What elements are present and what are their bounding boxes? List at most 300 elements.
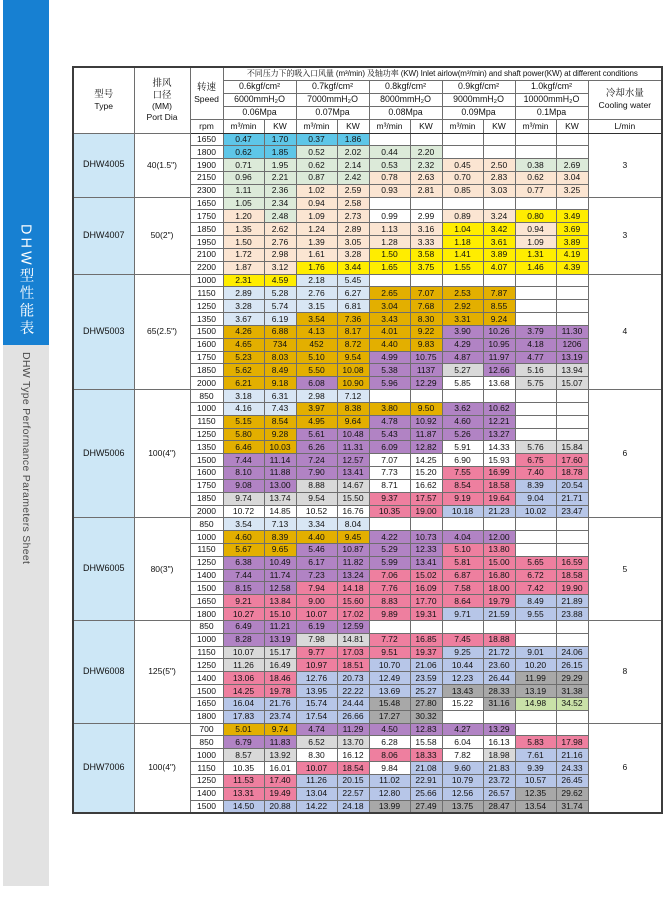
rpm-cell: 1850 [190,223,223,236]
value-cell: 3.54 [223,518,264,531]
value-cell: 10.72 [223,505,264,518]
value-cell: 14.33 [483,441,515,454]
value-cell: 2.76 [296,287,337,300]
rpm-cell: 1500 [190,582,223,595]
value-cell: 7.44 [223,454,264,467]
value-cell [515,428,556,441]
model-cell: DHW4007 [73,197,134,274]
value-cell: 2.89 [337,223,369,236]
value-cell: 11.53 [223,774,264,787]
value-cell [515,710,556,723]
value-cell: 9.84 [369,762,410,775]
value-cell: 13.99 [369,800,410,813]
value-cell: 14.18 [337,582,369,595]
value-cell [515,723,556,736]
value-cell: 9.28 [264,428,296,441]
value-cell: 11.14 [264,454,296,467]
value-cell: 7.36 [337,313,369,326]
value-cell: 7.94 [296,582,337,595]
rpm-cell: 1600 [190,338,223,351]
rpm-cell: 1850 [190,492,223,505]
value-cell [556,415,588,428]
value-cell: 2.48 [264,210,296,223]
value-cell: 31.16 [483,697,515,710]
value-cell: 5.46 [296,544,337,557]
value-cell [515,402,556,415]
value-cell: 18.33 [410,749,442,762]
header-port-line1: 排风 [152,77,172,89]
value-cell: 0.93 [369,184,410,197]
rpm-cell: 2000 [190,377,223,390]
value-cell: 5.85 [442,377,483,390]
value-cell: 11.99 [515,672,556,685]
rpm-cell: 1350 [190,313,223,326]
value-cell: 9.22 [410,325,442,338]
rpm-cell: 1150 [190,762,223,775]
value-cell: 16.13 [483,736,515,749]
value-cell: 18.58 [483,479,515,492]
value-cell: 12.83 [410,723,442,736]
value-cell: 1.20 [223,210,264,223]
value-cell: 21.72 [483,646,515,659]
value-cell: 7.58 [442,582,483,595]
header-pressure-kgf-5: 1.0kgf/cm² [515,80,588,93]
header-pressure-mpa-5: 0.1Mpa [515,106,588,119]
data-row [73,133,662,146]
value-cell [515,133,556,146]
value-cell [515,633,556,646]
value-cell: 11.26 [223,659,264,672]
value-cell: 8.54 [264,415,296,428]
value-cell: 15.20 [410,467,442,480]
value-cell: 1.05 [223,197,264,210]
value-cell: 6.87 [442,569,483,582]
rpm-cell: 1350 [190,441,223,454]
value-cell: 3.12 [264,261,296,274]
value-cell: 8.38 [337,402,369,415]
value-cell [556,390,588,403]
data-row [73,197,662,210]
value-cell: 5.67 [223,544,264,557]
value-cell: 3.04 [556,171,588,184]
value-cell: 20.54 [556,479,588,492]
value-cell: 26.66 [337,710,369,723]
value-cell: 10.07 [296,762,337,775]
header-pressure-mm-2: 7000mmH₂O [296,93,369,106]
value-cell: 4.60 [442,415,483,428]
value-cell: 19.90 [556,582,588,595]
header-flow-unit-1: m³/min [223,119,264,133]
value-cell: 13.19 [556,351,588,364]
value-cell: 5.27 [442,364,483,377]
value-cell: 7.43 [264,402,296,415]
value-cell [515,620,556,633]
value-cell [556,723,588,736]
port-cell: 125(5") [134,620,190,723]
value-cell: 7.45 [442,633,483,646]
value-cell: 0.62 [296,159,337,172]
value-cell: 0.78 [369,171,410,184]
header-pressure-mpa-4: 0.09Mpa [442,106,515,119]
value-cell: 9.77 [296,646,337,659]
header-cooling-water [588,80,662,119]
value-cell: 3.31 [442,313,483,326]
value-cell: 5.76 [515,441,556,454]
value-cell: 9.04 [515,492,556,505]
value-cell [410,518,442,531]
value-cell: 9.64 [337,415,369,428]
value-cell: 9.54 [337,351,369,364]
value-cell [556,146,588,159]
rpm-cell: 1000 [190,402,223,415]
header-port-dia [134,67,190,133]
value-cell: 1.85 [264,146,296,159]
value-cell: 10.07 [223,646,264,659]
value-cell: 19.79 [483,595,515,608]
value-cell: 19.00 [410,505,442,518]
value-cell: 2.32 [410,159,442,172]
value-cell: 1.87 [223,261,264,274]
value-cell: 8.30 [410,313,442,326]
value-cell: 10.07 [296,608,337,621]
value-cell: 18.58 [556,569,588,582]
value-cell: 31.38 [556,685,588,698]
value-cell: 16.09 [410,582,442,595]
value-cell: 21.16 [556,749,588,762]
value-cell: 12.58 [264,582,296,595]
value-cell: 6.19 [296,620,337,633]
value-cell: 5.23 [223,351,264,364]
value-cell: 5.15 [223,415,264,428]
value-cell: 9.74 [264,723,296,736]
value-cell: 13.54 [515,800,556,813]
value-cell: 12.21 [483,415,515,428]
value-cell: 1.55 [442,261,483,274]
value-cell: 21.76 [264,697,296,710]
value-cell: 18.54 [337,762,369,775]
cooling-cell: 6 [588,390,662,518]
rpm-cell: 1400 [190,787,223,800]
value-cell [515,415,556,428]
value-cell: 6.04 [442,736,483,749]
value-cell: 6.90 [442,454,483,467]
model-cell: DHW6005 [73,518,134,621]
rpm-cell: 1900 [190,159,223,172]
value-cell: 15.07 [556,377,588,390]
value-cell [556,518,588,531]
value-cell: 6.72 [515,569,556,582]
value-cell: 1.24 [296,223,337,236]
value-cell: 17.60 [556,454,588,467]
table-header [73,67,662,133]
value-cell: 13.24 [337,569,369,582]
value-cell: 6.26 [296,441,337,454]
value-cell: 0.89 [442,210,483,223]
header-flow-unit-5: m³/min [515,119,556,133]
value-cell: 22.57 [337,787,369,800]
value-cell: 4.77 [515,351,556,364]
rpm-cell: 850 [190,620,223,633]
value-cell: 10.18 [442,505,483,518]
value-cell: 6.17 [296,556,337,569]
value-cell: 3.42 [483,223,515,236]
value-cell: 5.80 [223,428,264,441]
value-cell: 2.36 [264,184,296,197]
value-cell [556,197,588,210]
value-cell: 3.54 [296,313,337,326]
value-cell: 3.34 [296,518,337,531]
rpm-cell: 1000 [190,749,223,762]
value-cell: 6.08 [296,377,337,390]
value-cell: 0.94 [515,223,556,236]
value-cell: 9.60 [442,762,483,775]
model-cell: DHW5006 [73,390,134,518]
value-cell: 3.62 [442,402,483,415]
value-cell: 1.04 [442,223,483,236]
rpm-cell: 1150 [190,287,223,300]
value-cell: 2.89 [223,287,264,300]
sidebar-title-en: DHW Type Performance Parameters Sheet [20,352,32,565]
value-cell: 11.88 [264,467,296,480]
value-cell: 4.74 [296,723,337,736]
sidebar-title-cn: DHW型性能表 [17,224,34,338]
value-cell [483,146,515,159]
cooling-cell: 8 [588,620,662,723]
value-cell: 14.22 [296,800,337,813]
value-cell [483,710,515,723]
performance-table [72,66,663,814]
value-cell: 2.63 [410,171,442,184]
value-cell: 7.61 [515,749,556,762]
value-cell: 30.32 [410,710,442,723]
value-cell: 11.74 [264,569,296,582]
rpm-cell: 1850 [190,364,223,377]
value-cell: 9.51 [369,646,410,659]
value-cell: 20.15 [337,774,369,787]
value-cell: 24.06 [556,646,588,659]
data-row [73,390,662,403]
value-cell: 7.98 [296,633,337,646]
header-pressure-mm-3: 8000mmH₂O [369,93,442,106]
header-pressure-kgf-2: 0.7kgf/cm² [296,80,369,93]
value-cell: 18.46 [264,672,296,685]
rpm-cell: 1800 [190,710,223,723]
value-cell: 2.99 [410,210,442,223]
value-cell: 13.06 [223,672,264,685]
value-cell: 7.82 [442,749,483,762]
value-cell: 15.50 [337,492,369,505]
value-cell: 10.79 [442,774,483,787]
value-cell: 5.75 [515,377,556,390]
value-cell: 8.64 [442,595,483,608]
value-cell: 3.80 [369,402,410,415]
value-cell: 13.68 [483,377,515,390]
value-cell: 7.72 [369,633,410,646]
value-cell: 17.40 [264,774,296,787]
value-cell [515,300,556,313]
rpm-cell: 1500 [190,800,223,813]
value-cell: 1.11 [223,184,264,197]
value-cell: 28.33 [483,685,515,698]
header-speed [190,67,223,119]
value-cell: 9.55 [515,608,556,621]
value-cell: 18.88 [483,633,515,646]
value-cell: 3.79 [515,325,556,338]
value-cell: 10.02 [515,505,556,518]
value-cell: 1.86 [337,133,369,146]
rpm-cell: 1400 [190,672,223,685]
value-cell: 10.27 [223,608,264,621]
value-cell: 13.00 [264,479,296,492]
value-cell: 12.59 [337,620,369,633]
model-cell: DHW5003 [73,274,134,389]
value-cell: 21.06 [410,659,442,672]
value-cell: 15.60 [337,595,369,608]
value-cell: 10.87 [337,544,369,557]
value-cell: 9.71 [442,608,483,621]
value-cell: 17.57 [410,492,442,505]
value-cell: 12.57 [337,454,369,467]
value-cell [556,287,588,300]
rpm-cell: 1250 [190,556,223,569]
value-cell: 3.44 [337,261,369,274]
value-cell: 2.42 [337,171,369,184]
value-cell: 15.17 [264,646,296,659]
rpm-cell: 1250 [190,428,223,441]
value-cell: 5.01 [223,723,264,736]
value-cell: 3.61 [483,236,515,249]
header-type [73,67,134,133]
value-cell: 10.57 [515,774,556,787]
value-cell [556,300,588,313]
value-cell: 6.38 [223,556,264,569]
value-cell [442,146,483,159]
value-cell: 2.92 [442,300,483,313]
value-cell: 3.89 [556,236,588,249]
rpm-cell: 1400 [190,569,223,582]
value-cell [515,197,556,210]
rpm-cell: 1650 [190,697,223,710]
value-cell: 5.43 [369,428,410,441]
value-cell: 12.82 [410,441,442,454]
header-pressure-mpa-1: 0.06Mpa [223,106,296,119]
value-cell: 18.78 [556,467,588,480]
value-cell [442,274,483,287]
value-cell: 9.24 [483,313,515,326]
value-cell [556,428,588,441]
value-cell: 8.03 [264,351,296,364]
value-cell: 21.23 [483,505,515,518]
model-cell: DHW7006 [73,723,134,813]
value-cell: 5.50 [296,364,337,377]
value-cell: 452 [296,338,337,351]
value-cell: 10.26 [483,325,515,338]
value-cell: 8.39 [515,479,556,492]
value-cell: 16.85 [410,633,442,646]
value-cell: 16.04 [223,697,264,710]
value-cell: 26.44 [483,672,515,685]
value-cell: 4.18 [515,338,556,351]
value-cell: 1.09 [296,210,337,223]
value-cell: 1.70 [264,133,296,146]
value-cell: 26.45 [556,774,588,787]
header-power-unit-4: KW [483,119,515,133]
value-cell: 24.33 [556,762,588,775]
rpm-cell: 2150 [190,171,223,184]
value-cell: 16.12 [337,749,369,762]
value-cell: 2.58 [337,197,369,210]
header-speed-en: Speed [194,93,219,104]
value-cell: 13.94 [556,364,588,377]
value-cell [483,133,515,146]
header-banner: 不同压力下的吸入口风量 (m³/min) 及轴功率 (KW) Inlet airlow(m³/min) and shaft power(KW) at different conditions [223,67,662,80]
value-cell: 4.87 [442,351,483,364]
value-cell: 23.72 [483,774,515,787]
header-cooling-en: Cooling water [598,100,652,111]
rpm-cell: 850 [190,736,223,749]
value-cell: 8.49 [264,364,296,377]
header-port-line3: (MM) [151,101,173,112]
value-cell: 19.31 [410,608,442,621]
value-cell: 10.90 [337,377,369,390]
value-cell: 11.26 [296,774,337,787]
header-power-unit-3: KW [410,119,442,133]
value-cell: 3.15 [296,300,337,313]
value-cell: 5.83 [515,736,556,749]
value-cell: 3.97 [296,402,337,415]
value-cell: 12.66 [483,364,515,377]
value-cell: 7.12 [337,390,369,403]
value-cell: 23.59 [410,672,442,685]
value-cell: 12.33 [410,544,442,557]
rpm-cell: 2300 [190,184,223,197]
cooling-cell: 3 [588,197,662,274]
rpm-cell: 1600 [190,467,223,480]
value-cell: 19.37 [410,646,442,659]
value-cell: 10.20 [515,659,556,672]
value-cell: 13.92 [264,749,296,762]
value-cell: 18.98 [483,749,515,762]
value-cell [515,274,556,287]
value-cell [483,274,515,287]
value-cell: 5.45 [337,274,369,287]
value-cell: 12.49 [369,672,410,685]
value-cell: 26.15 [556,659,588,672]
value-cell: 13.95 [296,685,337,698]
value-cell: 25.27 [410,685,442,698]
value-cell: 21.83 [483,762,515,775]
value-cell: 10.73 [410,531,442,544]
value-cell [515,146,556,159]
header-port-line2: 口径 [152,89,172,101]
value-cell: 10.03 [264,441,296,454]
value-cell: 2.98 [296,390,337,403]
value-cell: 1206 [556,338,588,351]
rpm-cell: 700 [190,723,223,736]
rpm-cell: 2200 [190,261,223,274]
value-cell: 4.40 [369,338,410,351]
port-cell: 100(4") [134,390,190,518]
value-cell: 8.49 [515,595,556,608]
value-cell: 4.01 [369,325,410,338]
value-cell: 2.65 [369,287,410,300]
value-cell: 13.70 [337,736,369,749]
value-cell: 6.81 [337,300,369,313]
rpm-cell: 1800 [190,146,223,159]
value-cell: 21.89 [556,595,588,608]
value-cell [556,544,588,557]
rpm-cell: 1750 [190,351,223,364]
